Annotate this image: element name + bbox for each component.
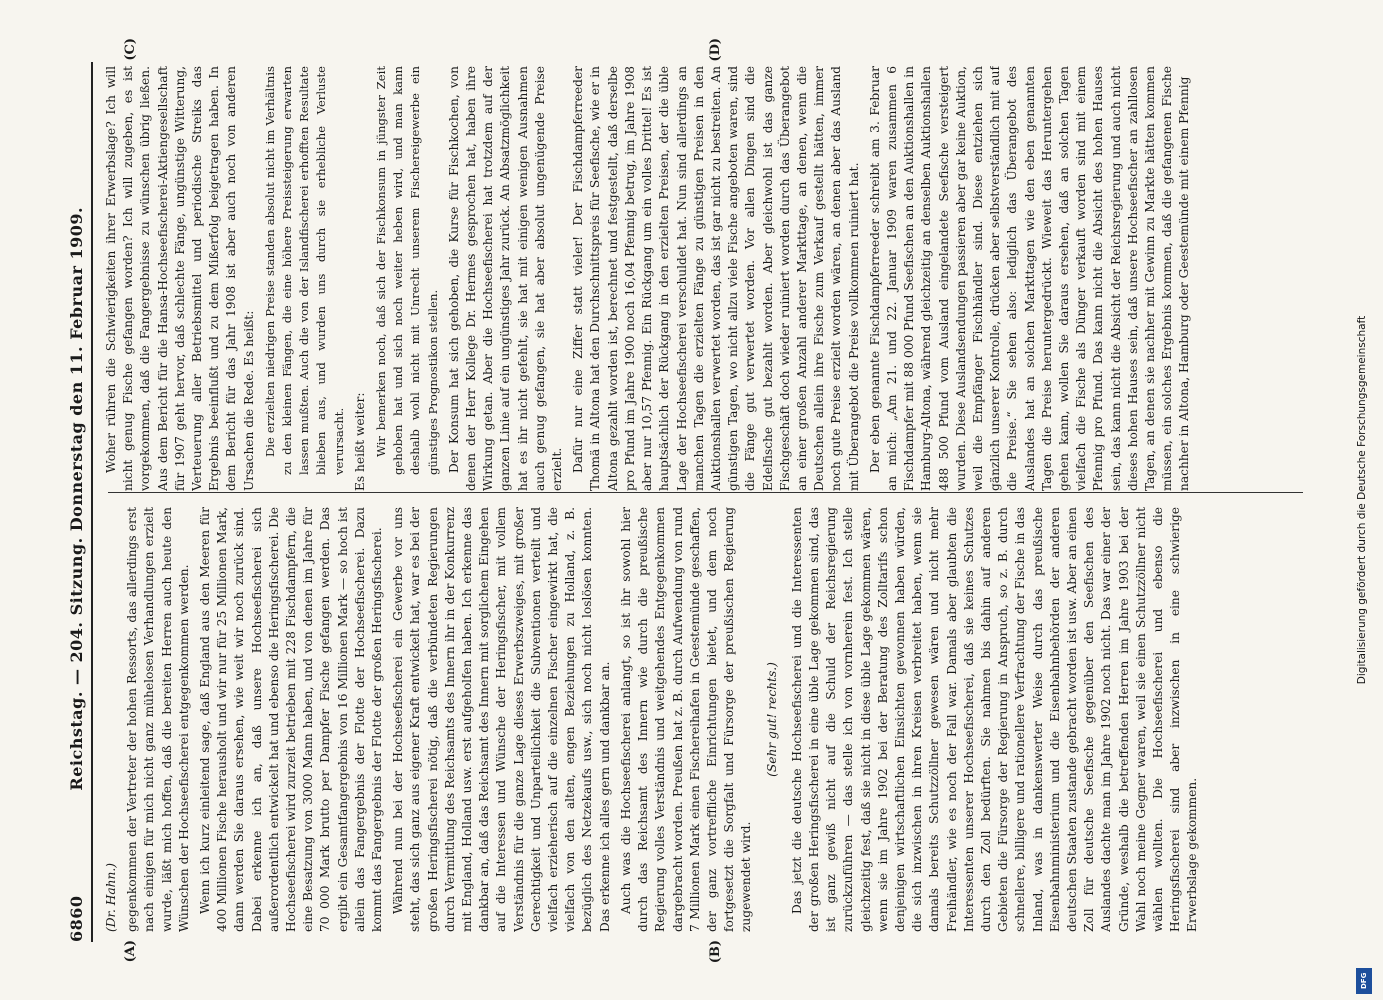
column-divider	[108, 492, 1303, 493]
page-number: 6860	[66, 895, 86, 942]
quotation: Die erzielten niedrigen Preise standen absolut nicht im Verhältnis zu den kleinen Fängen, die eine höhere Preissteigerung erwarten lassen mußten. Auch die von der Islandfischerei erhofften Resultate blieben aus, und wurden uns durch sie erhebliche Verluste verursacht.	[262, 66, 346, 475]
page-header	[61, 62, 93, 942]
left-column	[103, 507, 1303, 932]
margin-mark-c: (C)	[123, 38, 138, 61]
paragraph: Dafür nur eine Ziffer statt vieler! Der Fischdampferreeder Thomä in Altona hat den Durchschnittspreis für Seefische, wie er in Altona gezahlt worden ist, berechnet und festgestellt, daß derselbe pro Pfund im Jahre 1900 noch 16,04 Pfennig betrug, im Jahre 1908 aber nur 10,57 Pfennig. Ein Rückgang um ein volles Drittel! Es ist hauptsächlich der Rückgang in den erzielten Preisen, der die üble Lage der Hochseefischerei verschuldet hat. Nun sind allerdings an manchen Tagen die erzielten Fänge zu günstigen Preisen in den Auktionshallen verwertet worden, das ist gar nicht zu bestreiten. An günstigen Tagen, wo nicht allzu viele Fische angeboten waren, sind die Fänge gut verwertet worden. Vor allen Dingen sind die Edelfische gut bezahlt worden. Aber gleichwohl ist das ganze Fischgeschäft doch wieder ruiniert worden durch das Überangebot an einer großen Anzahl anderer Markttage, an denen, wenn die Deutschen allein ihre Fische zum Verkauf gestellt hätten, immer noch gute Preise erzielt worden wären, an denen aber das Ausland mit Überangebot die Preise vollkommen ruiniert hat.	[571, 66, 861, 491]
quotation: Wir bemerken noch, daß sich der Fischkonsum in jüngster Zeit gehoben hat und sich noch weiter heben wird, und man kann deshalb wohl nicht mit Unrecht unserem Fischereigewerbe ein günstiges Prognostikon stellen.	[374, 66, 440, 475]
margin-mark-d: (D)	[708, 38, 723, 62]
paragraph: Der eben genannte Fischdampferreeder schreibt am 3. Februar an mich: „Am 21. und 22. Januar 1909 waren zusammen 6 Fischdampfer mit 88 000 Pfund Seefischen an den Auktionshallen in Hamburg-Altona, während gleichzeitig an denselben Auktionshallen 488 500 Pfund vom Ausland eingelandete Seefische versteigert wurden. Diese Auslandsendungen passieren aber gar keine Auktion, weil die Empfänger Fischhändler sind. Diese entziehen sich gänzlich unserer Kontrolle, drücken aber selbstverständlich mit auf die Preise.“ Sie sehen also: lediglich das Überangebot des Auslandes hat an solchen Markttagen wie den eben genannten Tagen die Preise heruntergedrückt. Wieweit das Heruntergehen gehen kann, wollen Sie daraus ersehen, daß an solchen Tagen vielfach die Fische als Dünger verkauft worden sind mit einem Pfennig pro Pfund. Das kann nicht die Absicht des hohen Hauses sein, das kann nicht die Absicht der Reichsregierung und auch nicht dieses hohen Hauses sein, daß unsere Hochseefischer an zahllosen Tagen, an denen sie nachher mit Gewinn zu Markte hätten kommen müssen, ein solches Ergebnis kommen, daß die gefangenen Fische nachher in Altona, Hamburg oder Geestemünde mit einem Pfennig	[867, 66, 1192, 491]
paragraph: Während nun bei der Hochseefischerei ein Gewerbe vor uns steht, das sich ganz aus eigener Kraft entwickelt hat, war es bei der großen Heringsfischerei nötig, daß die verbündeten Regierungen durch Vermittlung des Reichsamts des Innern ihr in der Konkurrenz mit England, Holland usw. erst aufgeholfen haben. Ich erkenne das dankbar an, daß das Reichsamt des Innern mit sorglichem Eingehen auf die Interessen und Wünsche der Heringsfischer, mit vollem Verständnis für die ganze Lage dieses Erwerbszweiges, mit großer Gerechtigkeit und Unparteilichkeit die Subventionen verteilt und vielfach erzieherisch auf die einzelnen Fischer eingewirkt hat, die vielfach von den alten, engen Beziehungen zu Holland, z. B. bezüglich des Netzekaufs usw., sich noch nicht loslösen konnten. Das erkenne ich alles gern und dankbar an.	[391, 507, 612, 932]
paragraph: Wenn ich kurz einleitend sage, daß England aus den Meeren für 400 Millionen Fische herausholt und wir nur für 25 Millionen Mark, dann werden Sie daraus ersehen, wie weit wir noch zurück sind. Dabei erkenne ich an, daß unsere Hochseefischerei sich außerordentlich entwickelt hat und ebenso die Heringsfischerei. Die Hochseefischerei wird zurzeit betrieben mit 228 Fischdampfern, die eine Besatzung von 3000 Mann haben, und von denen im Jahre für 70 000 Mark brutto per Dampfer Fische gefangen werden. Das ergibt ein Gesamtfangergebnis von 16 Millionen Mark — so hoch ist allein das Fangergebnis der Flotte der Hochseefischerei. Dazu kommt das Fangergebnis der Flotte der großen Heringsfischerei.	[198, 507, 385, 932]
page-title: Reichstag. — 204. Sitzung. Donnerstag den 11. Februar 1909.	[66, 206, 86, 791]
paragraph: Das jetzt die deutsche Hochseefischerei und die Interessenten der großen Heringsfischerei in eine üble Lage gekommen sind, das ist ganz gewiß nicht auf die Schuld der Reichsregierung zurückzuführen — das stelle ich von vornherein fest. Ich stelle gleichzeitig fest, daß sie nicht in diese üble Lage gekommen wären, wenn sie im Jahre 1902 bei der Beratung des Zolltarifs schon denjenigen wirtschaftlichen Einsichten gewonnen haben würden, die sich inzwischen in ihren Kreisen verbreitet haben, wenn sie damals bereits Schutzzöllner gewesen wären und nicht mehr Freihändler, wie es noch der Fall war. Damals aber glaubten die Interessenten unserer Hochseefischerei, daß sie keines Schutzes durch den Zoll bedürften. Sie nahmen bis dahin auf anderen Gebieten die Fürsorge der Regierung in Anspruch, so z. B. durch schnellere, billigere und rationellere Verfrachtung der Fische in das Inland, was in dankenswerter Weise durch das preußische Eisenbahnministerium und die Eisenbahnbehörden der anderen deutschen Staaten zustande gebracht worden ist usw. Aber an einen Zoll für deutsche Seefische gegenüber den Seefischen des Auslandes dachte man im Jahre 1902 noch nicht. Das war einer der Gründe, weshalb die betreffenden Herren im Jahre 1903 bei der Wahl noch meine Gegner waren, weil sie einen Schutzzöllner nicht wählen wollten. Die Hochseefischerei und ebenso die Heringsfischerei sind aber inzwischen in eine schwierige Erwerbslage gekommen.	[789, 507, 1200, 932]
paragraph: Auch was die Hochseefischerei anlangt, so ist ihr sowohl hier durch das Reichsamt des Innern wie durch die preußische Regierung volles Verständnis und weitgehendes Entgegenkommen dargebracht worden. Preußen hat z. B. durch Aufwendung von rund 7 Millionen Mark einen Fischereihafen in Geestemünde geschaffen, der ganz vortreffliche Einrichtungen bietet, und dem noch fortgesetzt die Sorgfalt und Fürsorge der preußischen Regierung zugewendet wird.	[618, 507, 754, 932]
digitization-note: Digitalisierung gefördert durch die Deutsche Forschungsgemeinschaft	[1356, 315, 1368, 685]
right-column	[103, 66, 1303, 491]
paragraph: Woher rühren die Schwierigkeiten ihrer Erwerbslage? Ich will nicht genug Fische gefangen worden? Ich will zugeben, es ist vorgekommen, daß die Fangergebnisse zu wünschen übrig ließen. Aus dem Bericht für die Hansa-Hochseefischerei-Aktiengesellschaft für 1907 geht hervor, daß schlechte Fänge, ungünstige Witterung, Verteuerung aller Betriebsmittel und periodische Streiks das Ergebnis beeinflußt und zu dem Mißerfolg beigetragen haben. In dem Bericht für das Jahr 1908 ist aber auch noch von anderen Ursachen die Rede. Es heißt:	[104, 66, 256, 491]
paragraph: Es heißt weiter:	[352, 392, 367, 491]
speaker-label: (Dr. Hahn.)	[104, 863, 118, 932]
dfg-logo: DFG	[1356, 968, 1372, 994]
margin-mark-b: (B)	[708, 940, 723, 964]
applause-note: (Sehr gut! rechts.)	[764, 662, 779, 777]
paragraph: gegenkommen der Vertreter der hohen Ressorts, das allerdings erst nach einigen für mich nicht ganz mühelosen Verhandlungen erzielt wurde, läßt mich hoffen, daß die bereiten Herren auch heute den Wünschen der Hochseefischerei entgegenkommen werden.	[125, 507, 191, 932]
margin-mark-a: (A)	[123, 940, 138, 963]
paragraph: Der Konsum hat sich gehoben, die Kurse für Fischkochen, von denen der Herr Kollege Dr. Hermes gesprochen hat, haben ihre Wirkung getan. Aber die Hochseefischerei hat trotzdem auf der ganzen Linie auf ein ungünstiges Jahr zurück. An Absatzmöglichkeit hat es ihr nicht gefehlt, sie hat mit einigen wenigen Ausnahmen auch genug gefangen, sie hat aber absolut ungenügende Preise erzielt.	[446, 66, 565, 491]
